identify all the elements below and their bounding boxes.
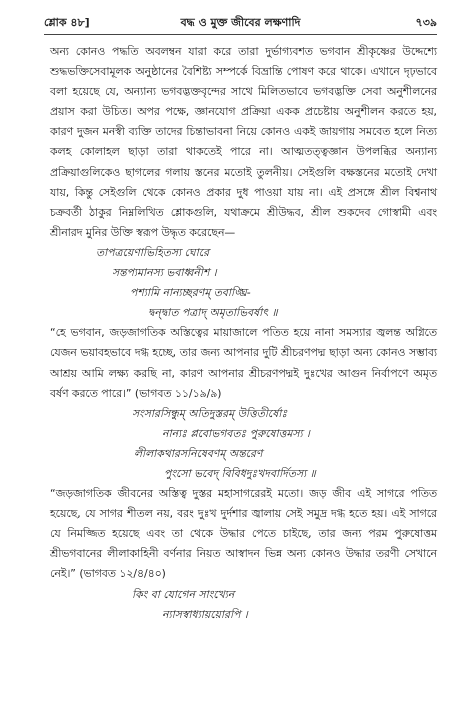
sanskrit-verse-3 [50, 585, 437, 625]
chapter-title: বদ্ধ ও মুক্ত জীবের লক্ষণাদি [180, 16, 301, 29]
verse-line: সন্তপ্যমানস্য ভবাধ্বনীশ । [112, 266, 217, 280]
purport-paragraph-1: অন্য কোনও পদ্ধতি অবলম্বন যারা করে তারা দুর্ভাগ্যবশত ভগবান শ্রীকৃষ্ণের উদ্দেশ্যে শুদ্ধভক্তিসেবামূলক অনুষ্ঠানের বৈশিষ্ট্য সম্পর্কে বিভ্রান্তি পোষণ করে থাকে। এখানে দৃঢ়ভাবে বলা হয়েছে যে, অন্যান্য ভগবদ্ভক্তবৃন্দের সাথে মিলিতভাবে ভগবদ্ভক্তি সেবা অনুশীলনের প্রয়াস করা উচিত। অপর পক্ষে, জ্ঞানযোগ প্রক্রিয়া একক প্রচেষ্টায় অনুশীলন করতে হয়, কারণ দুজন মনস্বী ব্যক্তি তাদের চিন্তাভাবনা নিয়ে কোনও একই জায়গায় সমবেত হলে নিত্য কলহ কোলাহল ছাড়া তারা থাকতেই পারে না। আত্মতত্ত্বজ্ঞান উপলব্ধির অন্যান্য প্রক্রিয়াগুলিকেও ছাগলের গলায় স্তনের মতোই তুলনীয়। সেইগুলি বক্ষস্তনের মতোই দেখা যায়, কিন্তু সেইগুলি থেকে কোনও প্রকার দুধ পাওয়া যায় না। এই প্রসঙ্গে শ্রীল বিশ্বনাথ চক্রবর্তী ঠাকুর নিম্নলিখিত শ্লোকগুলি, যথাক্রমে শ্রীউদ্ধব, শ্রীল শুকদেব গোস্বামী এবং শ্রীনারদ মুনির উক্তি স্বরূপ উদ্ধৃত করেছেন— [50, 45, 437, 239]
verse-line: কিং বা যোগেন সাংখ্যেন [132, 587, 235, 601]
sanskrit-verse-1 [50, 243, 437, 323]
translation-paragraph-2: “জড়জাগতিক জীবনের অস্তিত্ব দুস্তর মহাসাগরেরই মতো। জড় জীব এই সাগরে পতিত হয়েছে, যে সাগর শীতল নয়, বরং দুঃখ দুর্দশার জ্বালায় সেই সমুদ্র দগ্ধ হতে হয়। এই সাগরে যে নিমজ্জিত হয়েছে এবং তা থেকে উদ্ধার পেতে চাইছে, তার জন্য পরম পুরুষোত্তম শ্রীভগবানের লীলাকাহিনী বর্ণনার নিয়ত আস্বাদন ভিন্ন অন্য কোনও উদ্ধার তরণী সেখানে নেই।” (ভাগবত ১২/৪/৪০) [50, 487, 437, 581]
verse-line: দ্বন্দ্বাত পত্রাদ্ অমৃতাভিবর্ষাৎ ॥ [148, 306, 278, 320]
translation-paragraph-1: “হে ভগবান, জড়জাগতিক অস্তিত্বের মায়াজালে পতিত হয়ে নানা সমস্যার জ্বলন্ত অগ্নিতে যেজন ভয়াবহভাবে দগ্ধ হচ্ছে, তার জন্য আপনার দুটি শ্রীচরণপদ্ম ছাড়া অন্য কোনও সম্ভাব্য আশ্রয় আমি লক্ষ্য করছি না, কারণ আপনার শ্রীচরণপদ্মই দুঃখের আগুন নির্বাপণে অমৃত বর্ষণ করতে পারে।” (ভাগবত ১১/১৯/৯) [50, 326, 437, 400]
verse-line: ন্যাসস্বাধ্যায়য়োরপি । [162, 607, 248, 621]
header-divider [44, 34, 437, 35]
verse-line: পুংসো ভবেদ্ বিবিধদুঃখদবার্দিতস্য ॥ [164, 466, 316, 480]
page-number: ৭৩৯ [415, 16, 437, 29]
verse-line: সংসারসিন্ধুম্ অতিদুস্তরম্ উত্তিতীর্ষোঃ [132, 406, 288, 420]
verse-reference: শ্লোক ৪৮] [44, 16, 90, 29]
verse-line: পশ্যামি নান্যচ্ছরণম্ তবাঙ্ঘ্রি- [130, 286, 251, 300]
sanskrit-verse-2 [50, 404, 437, 484]
verse-line: লীলাকথারসনিষেবণম্ অন্তরেণ [134, 446, 263, 460]
verse-line: তাপত্রয়েণাভিহিতস্য ঘোরে [96, 245, 210, 259]
page-body [50, 42, 437, 625]
verse-line: নান্যঃ প্লবোভগবতঃ পুরুষোত্তমস্য । [162, 426, 310, 440]
page-header [44, 14, 437, 32]
